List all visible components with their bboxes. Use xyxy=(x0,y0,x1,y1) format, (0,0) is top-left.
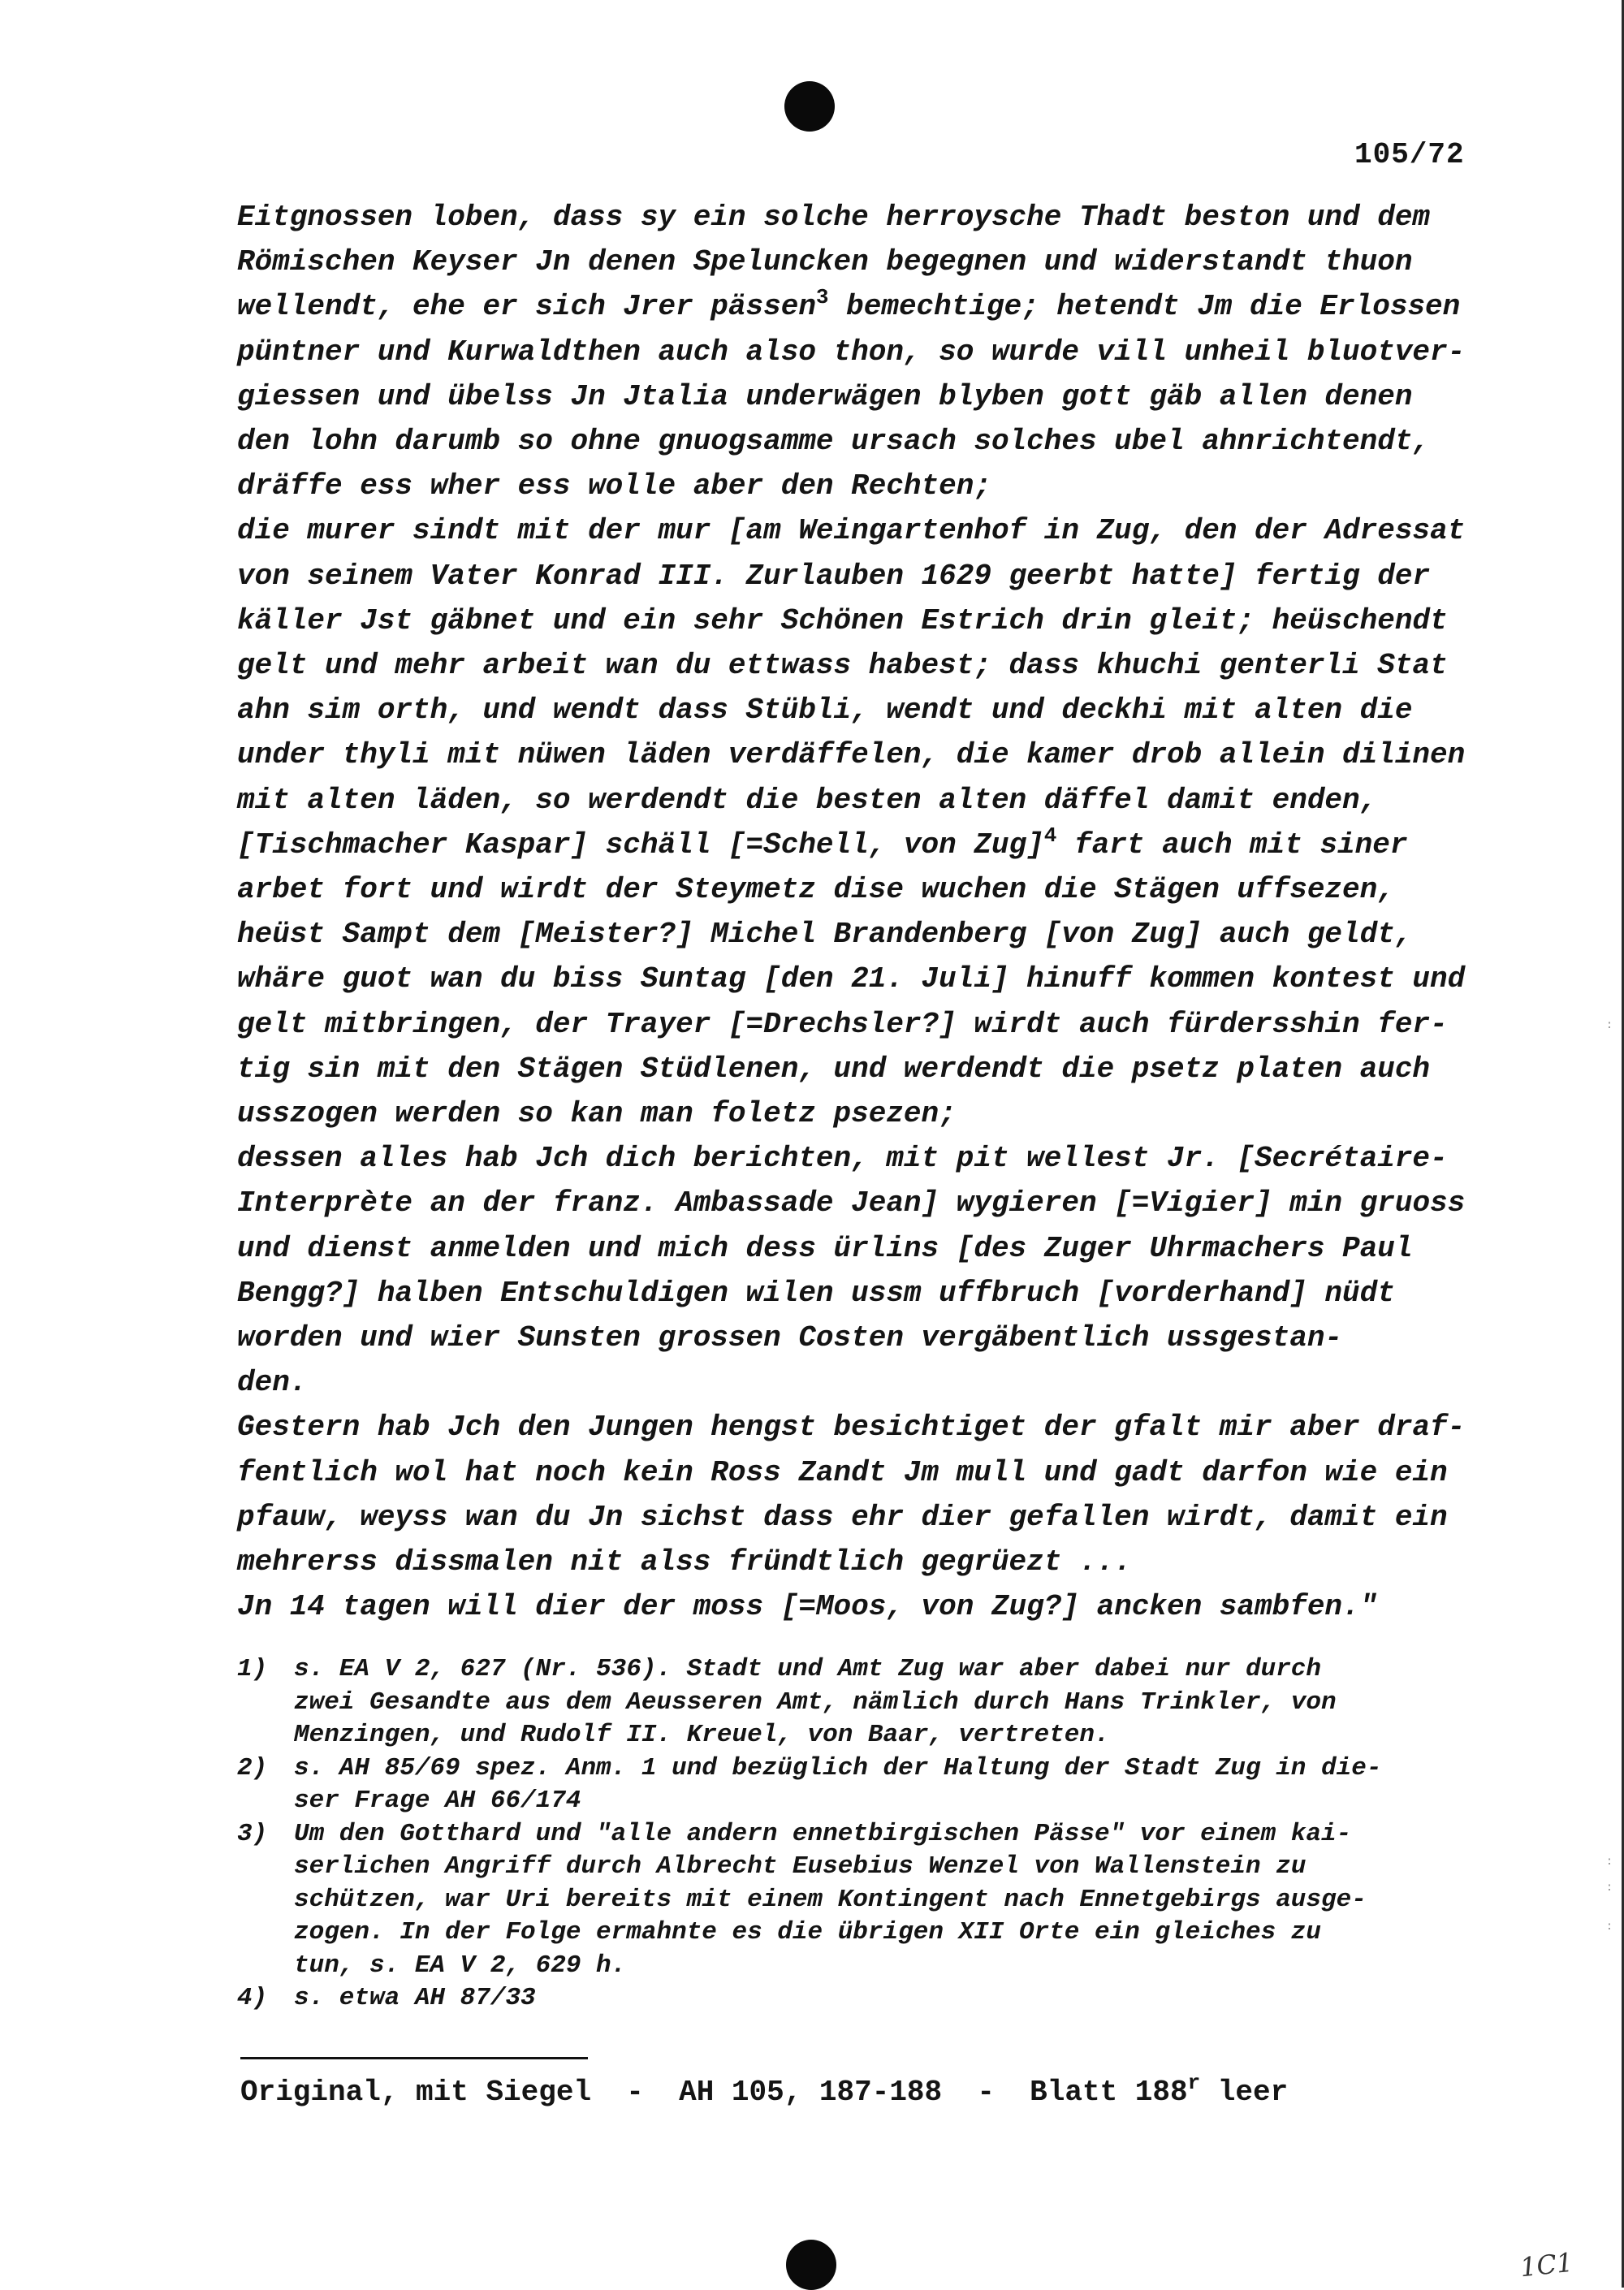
body-line xyxy=(237,1091,1577,1136)
footnote-text xyxy=(294,1653,1577,1752)
text-run: gelt und mehr arbeit wan du ettwass habest; dass khuchi genterli Stat xyxy=(237,649,1448,683)
footnote-line xyxy=(294,1719,1577,1752)
body-line xyxy=(237,1271,1577,1316)
footnote-line xyxy=(294,1687,1577,1720)
body-line xyxy=(237,330,1577,374)
footnote-text xyxy=(294,1982,1577,2016)
text-run: Menzingen, und Rudolf II. xyxy=(294,1721,687,1749)
text-run: mehrerss dissmalen nit alss fründtlich gegrüezt ... xyxy=(237,1545,1132,1579)
text-run: arbet fort und wirdt der Steymetz dise wuchen die Stägen uffsezen, xyxy=(237,873,1395,907)
footnote xyxy=(237,1818,1577,1983)
handwritten-folio-mark: 1C1 xyxy=(1518,2246,1575,2284)
footnote-marker: 3 xyxy=(815,285,829,310)
body-line xyxy=(237,284,1577,329)
text-run: ser Frage AH 66/174 xyxy=(294,1787,581,1815)
text-run: gelt mitbringen, der Trayer [=Drechsler?] wirdt auch fürdersshin fer- xyxy=(237,1007,1448,1041)
text-run: bemechtige; hetendt Jm die Erlossen xyxy=(828,290,1461,324)
text-run: von seinem Vater xyxy=(237,559,536,593)
text-run: usszogen werden so kan man foletz psezen; xyxy=(237,1097,957,1131)
emphasized-name: Brandenberg xyxy=(833,918,1027,952)
text-run: Jn 14 tagen will dier der moss [= xyxy=(237,1590,816,1624)
footnote-line xyxy=(294,1653,1577,1687)
emphasized-name: Wallenstein xyxy=(1094,1852,1261,1881)
text-run: Um den Gotthard und "alle andern ennetbirgischen Pässe" vor einem kai- xyxy=(294,1819,1352,1848)
emphasized-name: Moos xyxy=(815,1590,887,1624)
text-run: ] min gruoss xyxy=(1255,1186,1466,1221)
text-run: mit alten läden, so werdendt die besten alten däffel damit enden, xyxy=(237,783,1378,817)
text-run: zwei Gesandte aus dem Aeusseren Amt, nämlich durch Hans xyxy=(294,1687,1140,1717)
footnote-line xyxy=(294,1884,1577,1917)
body-line xyxy=(237,1360,1577,1405)
body-line xyxy=(237,419,1577,464)
body-line xyxy=(237,1584,1577,1629)
body-line xyxy=(237,1405,1577,1450)
footnote-line xyxy=(294,1818,1577,1851)
margin-mark: : xyxy=(1605,1882,1613,1895)
emphasized-name: Vigier xyxy=(1149,1186,1255,1221)
text-run: tun, s. EA V 2, 629 h. xyxy=(294,1951,627,1980)
text-run: den lohn darumb so ohne gnuogsamme ursach solches ubel ahnrichtendt, xyxy=(237,425,1431,459)
body-line xyxy=(237,464,1577,508)
footnote-number: 3) xyxy=(237,1819,268,1848)
text-run: , von Zug] xyxy=(868,827,1044,862)
footnote xyxy=(237,1752,1577,1818)
body-line xyxy=(237,823,1577,867)
footnote xyxy=(237,1653,1577,1752)
emphasized-name: Schell xyxy=(763,827,869,862)
text-run: die murer sindt mit der mur [am Weingartenhof in Zug, den der Adressat xyxy=(237,514,1466,548)
body-line xyxy=(237,912,1577,957)
page-number: 105/72 xyxy=(1354,138,1465,171)
punch-hole-bottom xyxy=(786,2240,836,2290)
text-run: s. EA V 2, 627 (Nr. 536). Stadt und Amt Zug war aber dabei nur durch xyxy=(294,1655,1322,1683)
text-run: fart auch mit siner xyxy=(1056,827,1408,862)
text-run: püntner und Kurwaldthen auch also thon, so wurde vill unheil bluotver- xyxy=(237,335,1466,369)
text-run: giessen und übelss Jn Jtalia underwägen blyben gott gäb allen denen xyxy=(237,379,1413,413)
letter-body xyxy=(237,195,1577,1630)
body-line xyxy=(237,957,1577,1001)
body-line xyxy=(237,1047,1577,1091)
emphasized-name: Bengg xyxy=(237,1276,326,1310)
footnote-line xyxy=(294,1982,1577,2016)
body-line xyxy=(237,374,1577,419)
body-line xyxy=(237,1450,1577,1495)
text-run: zogen. In der Folge ermahnte es die übrigen XII Orte ein gleiches zu xyxy=(294,1918,1322,1946)
body-line xyxy=(237,598,1577,643)
footnote-line xyxy=(294,1752,1577,1786)
text-run: , von xyxy=(1260,1687,1337,1717)
body-line xyxy=(237,1181,1577,1225)
body-line xyxy=(237,732,1577,777)
text-run: pfauw, weyss wan du Jn sichst dass ehr dier gefallen wirdt, damit ein xyxy=(237,1500,1448,1534)
emphasized-name: Trinkler xyxy=(1139,1687,1261,1717)
text-run: Interprète an der franz. Ambassade Jean] wygieren [= xyxy=(237,1186,1150,1221)
footnote-number: 2) xyxy=(237,1753,268,1782)
text-run: käller Jst gäbnet und ein sehr Schönen Estrich drin gleit; heüschendt xyxy=(237,603,1448,637)
body-line xyxy=(237,1495,1577,1540)
body-line xyxy=(237,508,1577,553)
body-line xyxy=(237,1002,1577,1047)
text-run: dessen alles hab Jch dich berichten, mit pit wellest Jr. [Secrétaire- xyxy=(237,1142,1448,1176)
text-run: s. etwa AH 87/33 xyxy=(294,1984,536,2012)
body-line xyxy=(237,240,1577,284)
margin-mark: : xyxy=(1605,1856,1613,1869)
text-run: . Zurlauben 1629 geerbt hatte] fertig der xyxy=(710,559,1431,593)
body-line xyxy=(237,778,1577,823)
footnote-line xyxy=(294,1916,1577,1950)
source-note xyxy=(240,2071,1289,2109)
body-line xyxy=(237,195,1577,240)
footnote-text xyxy=(294,1752,1577,1818)
body-line xyxy=(237,1226,1577,1271)
footnote xyxy=(237,1982,1577,2016)
text-run: heüst Sampt dem [Meister?] Michel xyxy=(237,918,834,952)
text-run: ahn sim orth, und wendt dass Stübli, wendt und deckhi mit alten die xyxy=(237,693,1413,728)
body-line xyxy=(237,1136,1577,1181)
text-run: under thyli mit nüwen läden verdäffelen, die kamer drob allein dilinen xyxy=(237,738,1466,772)
text-run: [Tischmacher Kaspar] schäll [= xyxy=(237,827,764,862)
text-run: schützen, war Uri bereits mit einem Kontingent nach Ennetgebirgs ausge- xyxy=(294,1885,1367,1914)
punch-hole-top xyxy=(784,81,835,132)
body-line xyxy=(237,1316,1577,1360)
text-run: [von Zug] auch geldt, xyxy=(1026,918,1413,952)
source-note-text: Original, mit Siegel - AH 105, 187-188 - Blatt 188 xyxy=(240,2076,1188,2109)
footnotes xyxy=(237,1653,1577,2016)
body-line xyxy=(237,688,1577,732)
body-line xyxy=(237,867,1577,912)
text-run: ?] halben Entschuldigen wilen ussm uffbruch [vorderhand] nüdt xyxy=(325,1276,1395,1310)
emphasized-name: Kreuel xyxy=(686,1721,778,1749)
text-run: zu xyxy=(1260,1852,1307,1881)
text-run: s. AH 85/69 spez. Anm. 1 und bezüglich der Haltung der Stadt Zug in die- xyxy=(294,1753,1382,1782)
text-run: whäre guot wan du biss Suntag [den 21. Juli] hinuff kommen kontest und xyxy=(237,962,1466,996)
footnote-text xyxy=(294,1818,1577,1983)
body-line xyxy=(237,1540,1577,1584)
text-run: worden und wier Sunsten grossen Costen vergäbentlich ussgestan- xyxy=(237,1321,1343,1355)
footnote-line xyxy=(294,1950,1577,1983)
text-run: fentlich wol hat noch kein Ross Zandt Jm mull und gadt darfon wie ein xyxy=(237,1455,1448,1489)
footnote-line xyxy=(294,1785,1577,1818)
text-run: serlichen Angriff durch Albrecht Eusebius Wenzel von xyxy=(294,1852,1095,1881)
text-run: den. xyxy=(237,1366,308,1400)
body-line xyxy=(237,643,1577,688)
footnote-line xyxy=(294,1851,1577,1884)
footnote-number: 1) xyxy=(237,1655,268,1683)
text-run: , von Zug?] ancken sambfen." xyxy=(886,1590,1378,1624)
text-run: tig sin mit den Stägen Stüdlenen, und werdendt die psetz platen auch xyxy=(237,1052,1431,1086)
footnote-marker: 4 xyxy=(1043,823,1057,848)
text-run: wellendt, ehe er sich Jrer pässen xyxy=(237,290,816,324)
source-note-superscript: r xyxy=(1187,2071,1201,2095)
text-run: Eitgnossen loben, dass sy ein solche herroysche Thadt beston und dem xyxy=(237,201,1431,234)
footnote-number: 4) xyxy=(237,1984,268,2012)
body-line xyxy=(237,554,1577,598)
source-note-tail: leer xyxy=(1200,2076,1289,2109)
margin-mark: : xyxy=(1605,1921,1613,1934)
text-run: Gestern hab Jch den Jungen hengst besichtiget der gfalt mir aber draf- xyxy=(237,1411,1466,1445)
text-run: dräffe ess wher ess wolle aber den Rechten; xyxy=(237,469,991,503)
footer-divider xyxy=(240,2057,588,2059)
text-run: , von Baar, vertreten. xyxy=(777,1721,1110,1749)
margin-mark: : xyxy=(1605,1019,1613,1032)
text-run: und dienst anmelden und mich dess ürlins [des Zuger Uhrmachers Paul xyxy=(237,1231,1413,1265)
emphasized-name: Konrad III xyxy=(535,559,711,593)
text-run: Römischen Keyser Jn denen Speluncken begegnen und widerstandt thuon xyxy=(237,245,1413,279)
